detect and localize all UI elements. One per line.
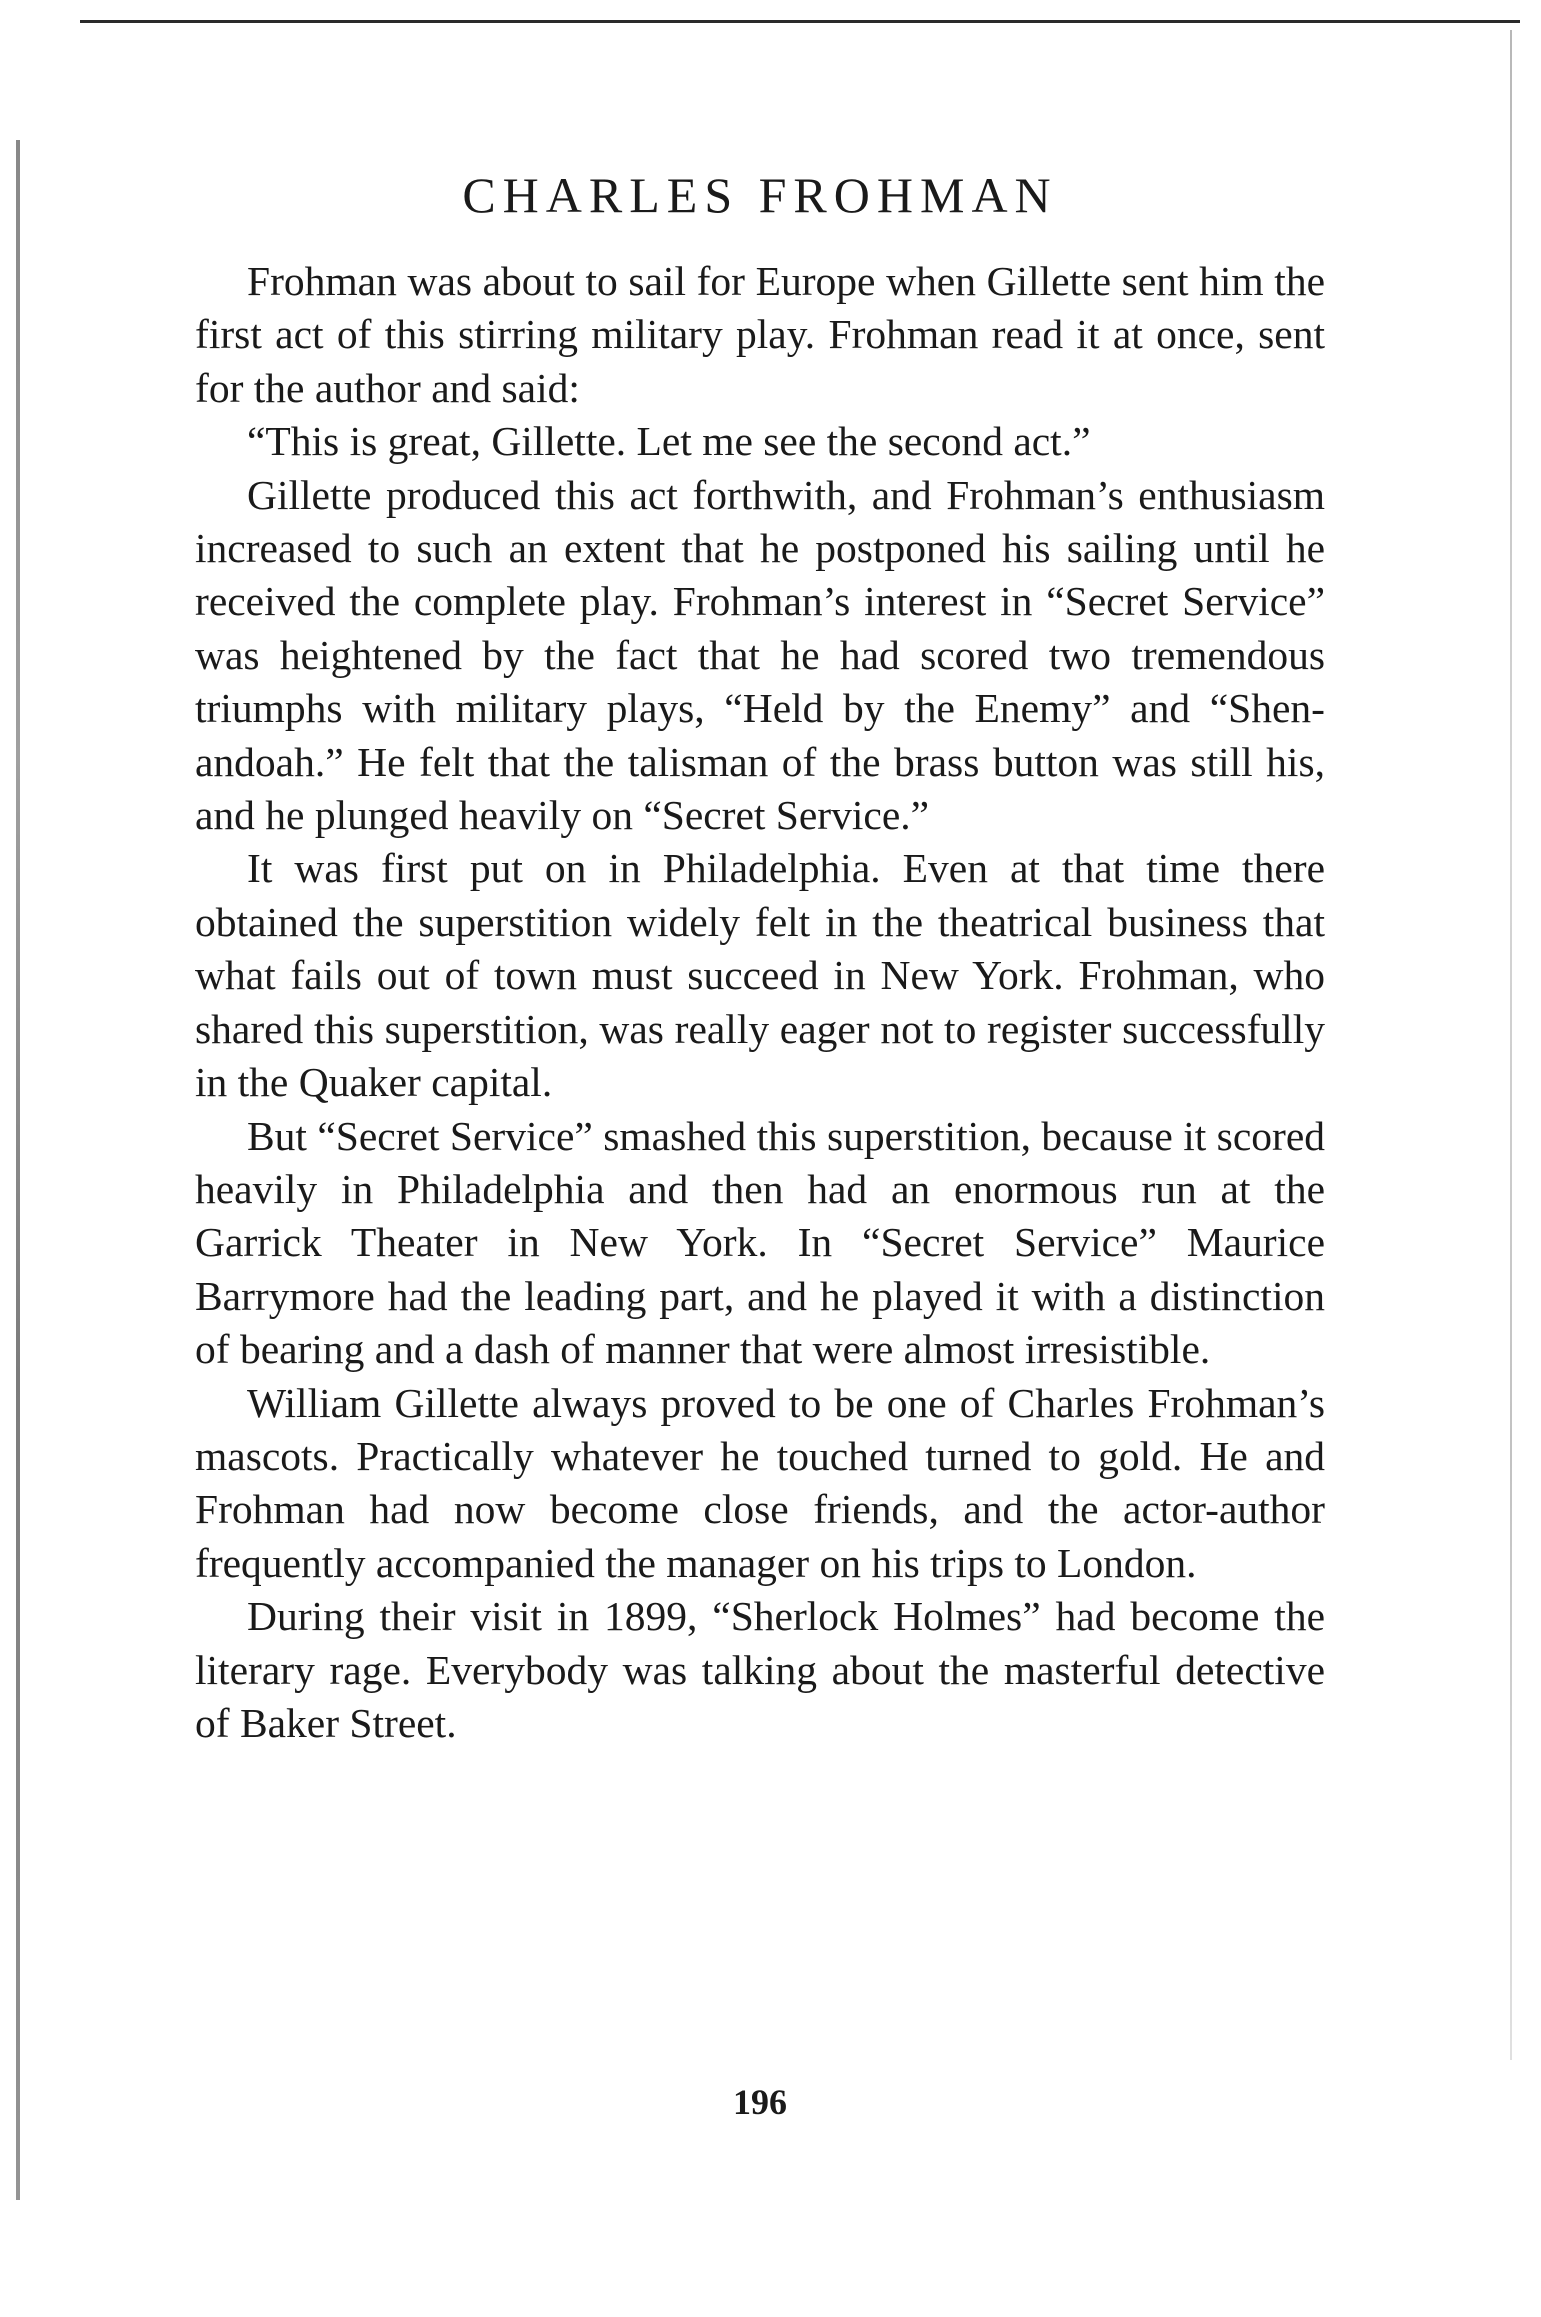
paragraph: William Gillette always proved to be one of Charles Frohman’s mascots. Practically whatever he touched turned to gold. He and Frohman had now become close friends, and the actor-author frequently accompanied the manager on his trips to London. <box>195 1379 1325 1586</box>
paragraph: Frohman was about to sail for Europe when Gillette sent him the first act of this stirring military play. Frohman read it at once, sent for the author and said: <box>195 258 1325 411</box>
page-number: 196 <box>733 2082 787 2122</box>
running-head: CHARLES FROHMAN <box>462 167 1058 223</box>
paragraph: Gillette produced this act forthwith, and Frohman’s enthusiasm increased to such an extent that he postponed his sailing until he received the complete play. Frohman’s interest in “Secret Service” was heightened by the fact that he had scored two tremendous triumphs with military plays, “Held by the Enemy” and “Shenandoah.” He felt that the talisman of the brass button was still his, and he plunged heavily on “Secret Service.” <box>195 471 1325 839</box>
top-rule <box>80 20 1520 23</box>
paragraph: During their visit in 1899, “Sherlock Holmes” had become the literary rage. Everybody was talking about the masterful detective of Baker Street. <box>195 1593 1325 1746</box>
paragraph: It was first put on in Philadelphia. Even at that time there obtained the superstition widely felt in the theatrical business that what fails out of town must succeed in New York. Frohman, who shared this superstition, was really eager not to register successfully in the Quaker capital. <box>195 845 1325 1106</box>
page-edge-right <box>1510 30 1512 2060</box>
paragraph: “This is great, Gillette. Let me see the second act.” <box>247 418 1091 465</box>
page-edge-left <box>16 140 20 2200</box>
body-text <box>195 255 1325 1750</box>
paragraph: But “Secret Service” smashed this superstition, because it scored heavily in Philadelphia and then had an enormous run at the Garrick Theater in New York. In “Secret Service” Maurice Barrymore had the leading part, and he played it with a distinction of bearing and a dash of manner that were almost irresistible. <box>195 1112 1325 1373</box>
